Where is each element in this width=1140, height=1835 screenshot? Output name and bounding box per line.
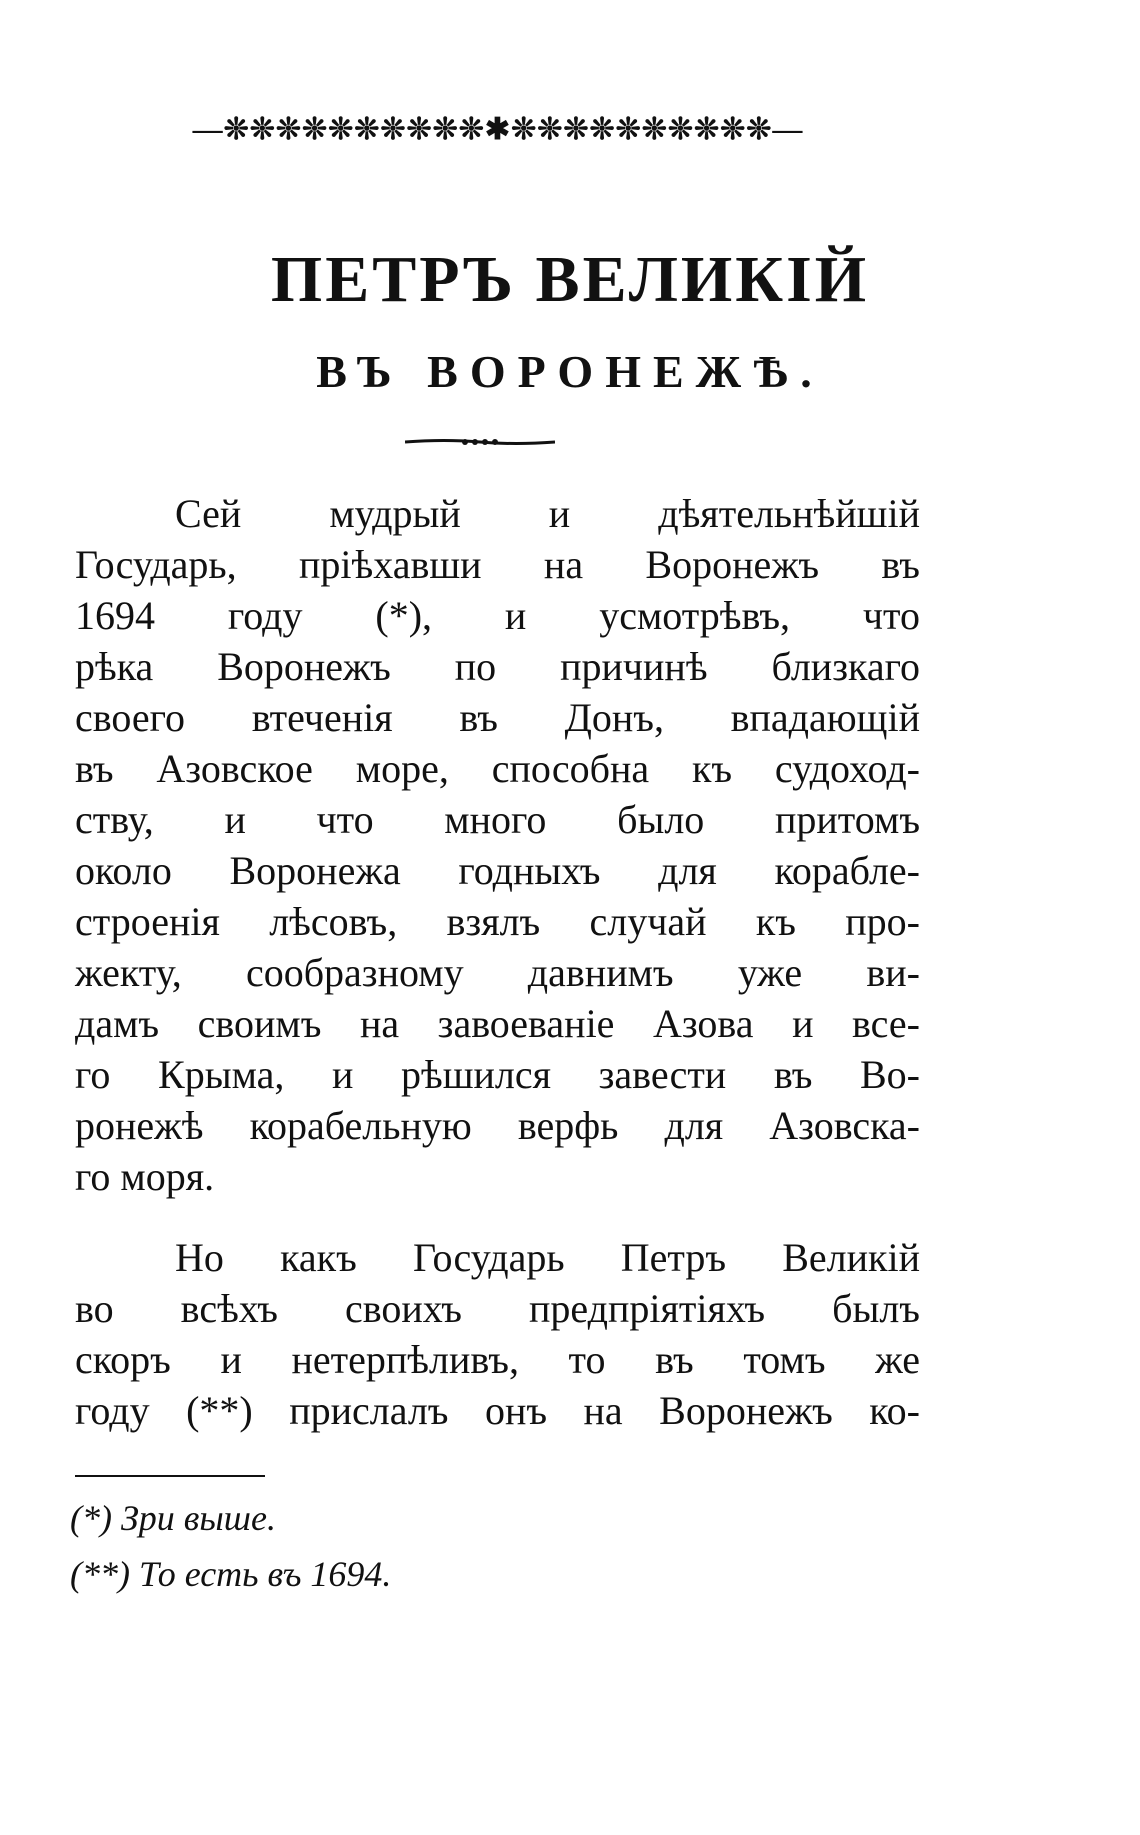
text-line: году (**) прислалъ онъ на Воронежъ ко- [75, 1388, 920, 1433]
text-line: скоръ и нетерпѣливъ, то въ томъ же [75, 1337, 920, 1382]
footnote: (*) Зри выше. [70, 1498, 276, 1538]
paragraph-1 [75, 488, 920, 1202]
paragraph-2 [75, 1232, 920, 1436]
text-line: строенія лѣсовъ, взялъ случай къ про- [75, 899, 920, 944]
text-line: около Воронежа годныхъ для корабле- [75, 848, 920, 893]
chapter-subtitle: ВЪ ВОРОНЕЖѢ. [316, 346, 824, 397]
text-line: ству, и что много было притомъ [75, 797, 920, 842]
text-line: дамъ своимъ на завоеваніе Азова и все- [75, 1001, 920, 1046]
text-line: во всѣхъ своихъ предпріятіяхъ былъ [75, 1286, 920, 1331]
text-line: въ Азовское море, способна къ судоход- [75, 746, 920, 791]
text-line: 1694 году (*), и усмотрѣвъ, что [75, 593, 920, 638]
text-line: Сей мудрый и дѣятельнѣйшій [175, 491, 920, 536]
ornamental-header-band [78, 110, 918, 150]
footnote-separator [75, 1475, 265, 1477]
ornament-glyphs: —❊❊❊❊❊❊❊❊❊❊✱❊❊❊❊❊❊❊❊❊❊— [192, 113, 804, 146]
text-line: жекту, сообразному давнимъ уже ви- [75, 950, 920, 995]
text-line: Но какъ Государь Петръ Великій [175, 1235, 920, 1280]
text-line: го моря. [75, 1154, 215, 1199]
title-divider-ornament [405, 437, 555, 447]
chapter-title: ПЕТРЪ ВЕЛИКІЙ [270, 243, 870, 316]
text-line: го Крыма, и рѣшился завести въ Во- [75, 1052, 920, 1097]
footnotes [70, 1490, 770, 1602]
text-line: Государь, пріѣхавши на Воронежъ въ [75, 542, 920, 587]
footnote: (**) То есть въ 1694. [70, 1554, 392, 1594]
text-line: ронежѣ корабельную верфь для Азовска- [75, 1103, 920, 1148]
text-line: своего втеченія въ Донъ, впадающій [75, 695, 920, 740]
text-line: рѣка Воронежъ по причинѣ близкаго [75, 644, 920, 689]
